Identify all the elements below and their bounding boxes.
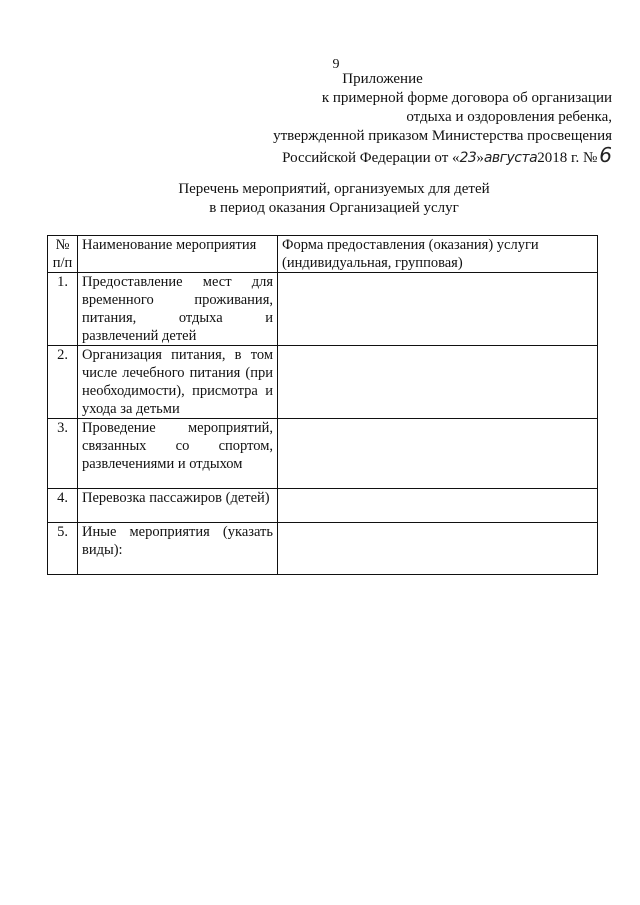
appendix-date-prefix: Российской Федерации от « [282, 150, 460, 166]
appendix-year: 2018 г. № [537, 150, 598, 166]
row-form [278, 419, 598, 489]
row-num: 3. [48, 419, 78, 489]
heading-line-2: в период оказания Организацией услуг [209, 200, 459, 216]
header-form: Форма предоставления (оказания) услуги (индивидуальная, групповая) [278, 236, 598, 273]
appendix-block [273, 70, 612, 168]
appendix-line-1: к примерной форме договора об организации [321, 90, 612, 106]
header-name: Наименование мероприятия [78, 236, 278, 273]
table-header-row [48, 236, 598, 273]
handwritten-order-number: 6 [599, 143, 612, 167]
header-num: № п/п [48, 236, 78, 273]
table-row [48, 489, 598, 523]
heading-line-1: Перечень мероприятий, организуемых для детей [178, 181, 490, 197]
row-form [278, 346, 598, 419]
handwritten-month: августа [483, 150, 538, 166]
row-form [278, 273, 598, 346]
appendix-title: Приложение [342, 71, 423, 87]
appendix-line-2: отдыха и оздоровления ребенка, [406, 109, 612, 125]
events-table [47, 235, 598, 575]
page-number: 9 [332, 57, 340, 72]
table-row [48, 273, 598, 346]
table-row [48, 523, 598, 575]
table-row [48, 346, 598, 419]
row-name: Проведение мероприятий, связанных со спортом, развлечениями и отдыхом [78, 419, 278, 489]
appendix-date-mid: » [476, 150, 484, 166]
row-form [278, 523, 598, 575]
row-name: Иные мероприятия (указать виды): [78, 523, 278, 575]
document-heading [0, 180, 640, 218]
row-num: 1. [48, 273, 78, 346]
row-name: Организация питания, в том числе лечебного питания (при необходимости), присмотра и ухода за детьми [78, 346, 278, 419]
appendix-line-4 [273, 143, 612, 168]
row-name: Перевозка пассажиров (детей) [78, 489, 278, 523]
handwritten-day: 23 [459, 150, 477, 166]
table-row [48, 419, 598, 489]
row-name: Предоставление мест для временного проживания, питания, отдыха и развлечений детей [78, 273, 278, 346]
row-num: 4. [48, 489, 78, 523]
row-num: 2. [48, 346, 78, 419]
appendix-line-3: утвержденной приказом Министерства просвещения [273, 128, 612, 144]
row-form [278, 489, 598, 523]
row-num: 5. [48, 523, 78, 575]
